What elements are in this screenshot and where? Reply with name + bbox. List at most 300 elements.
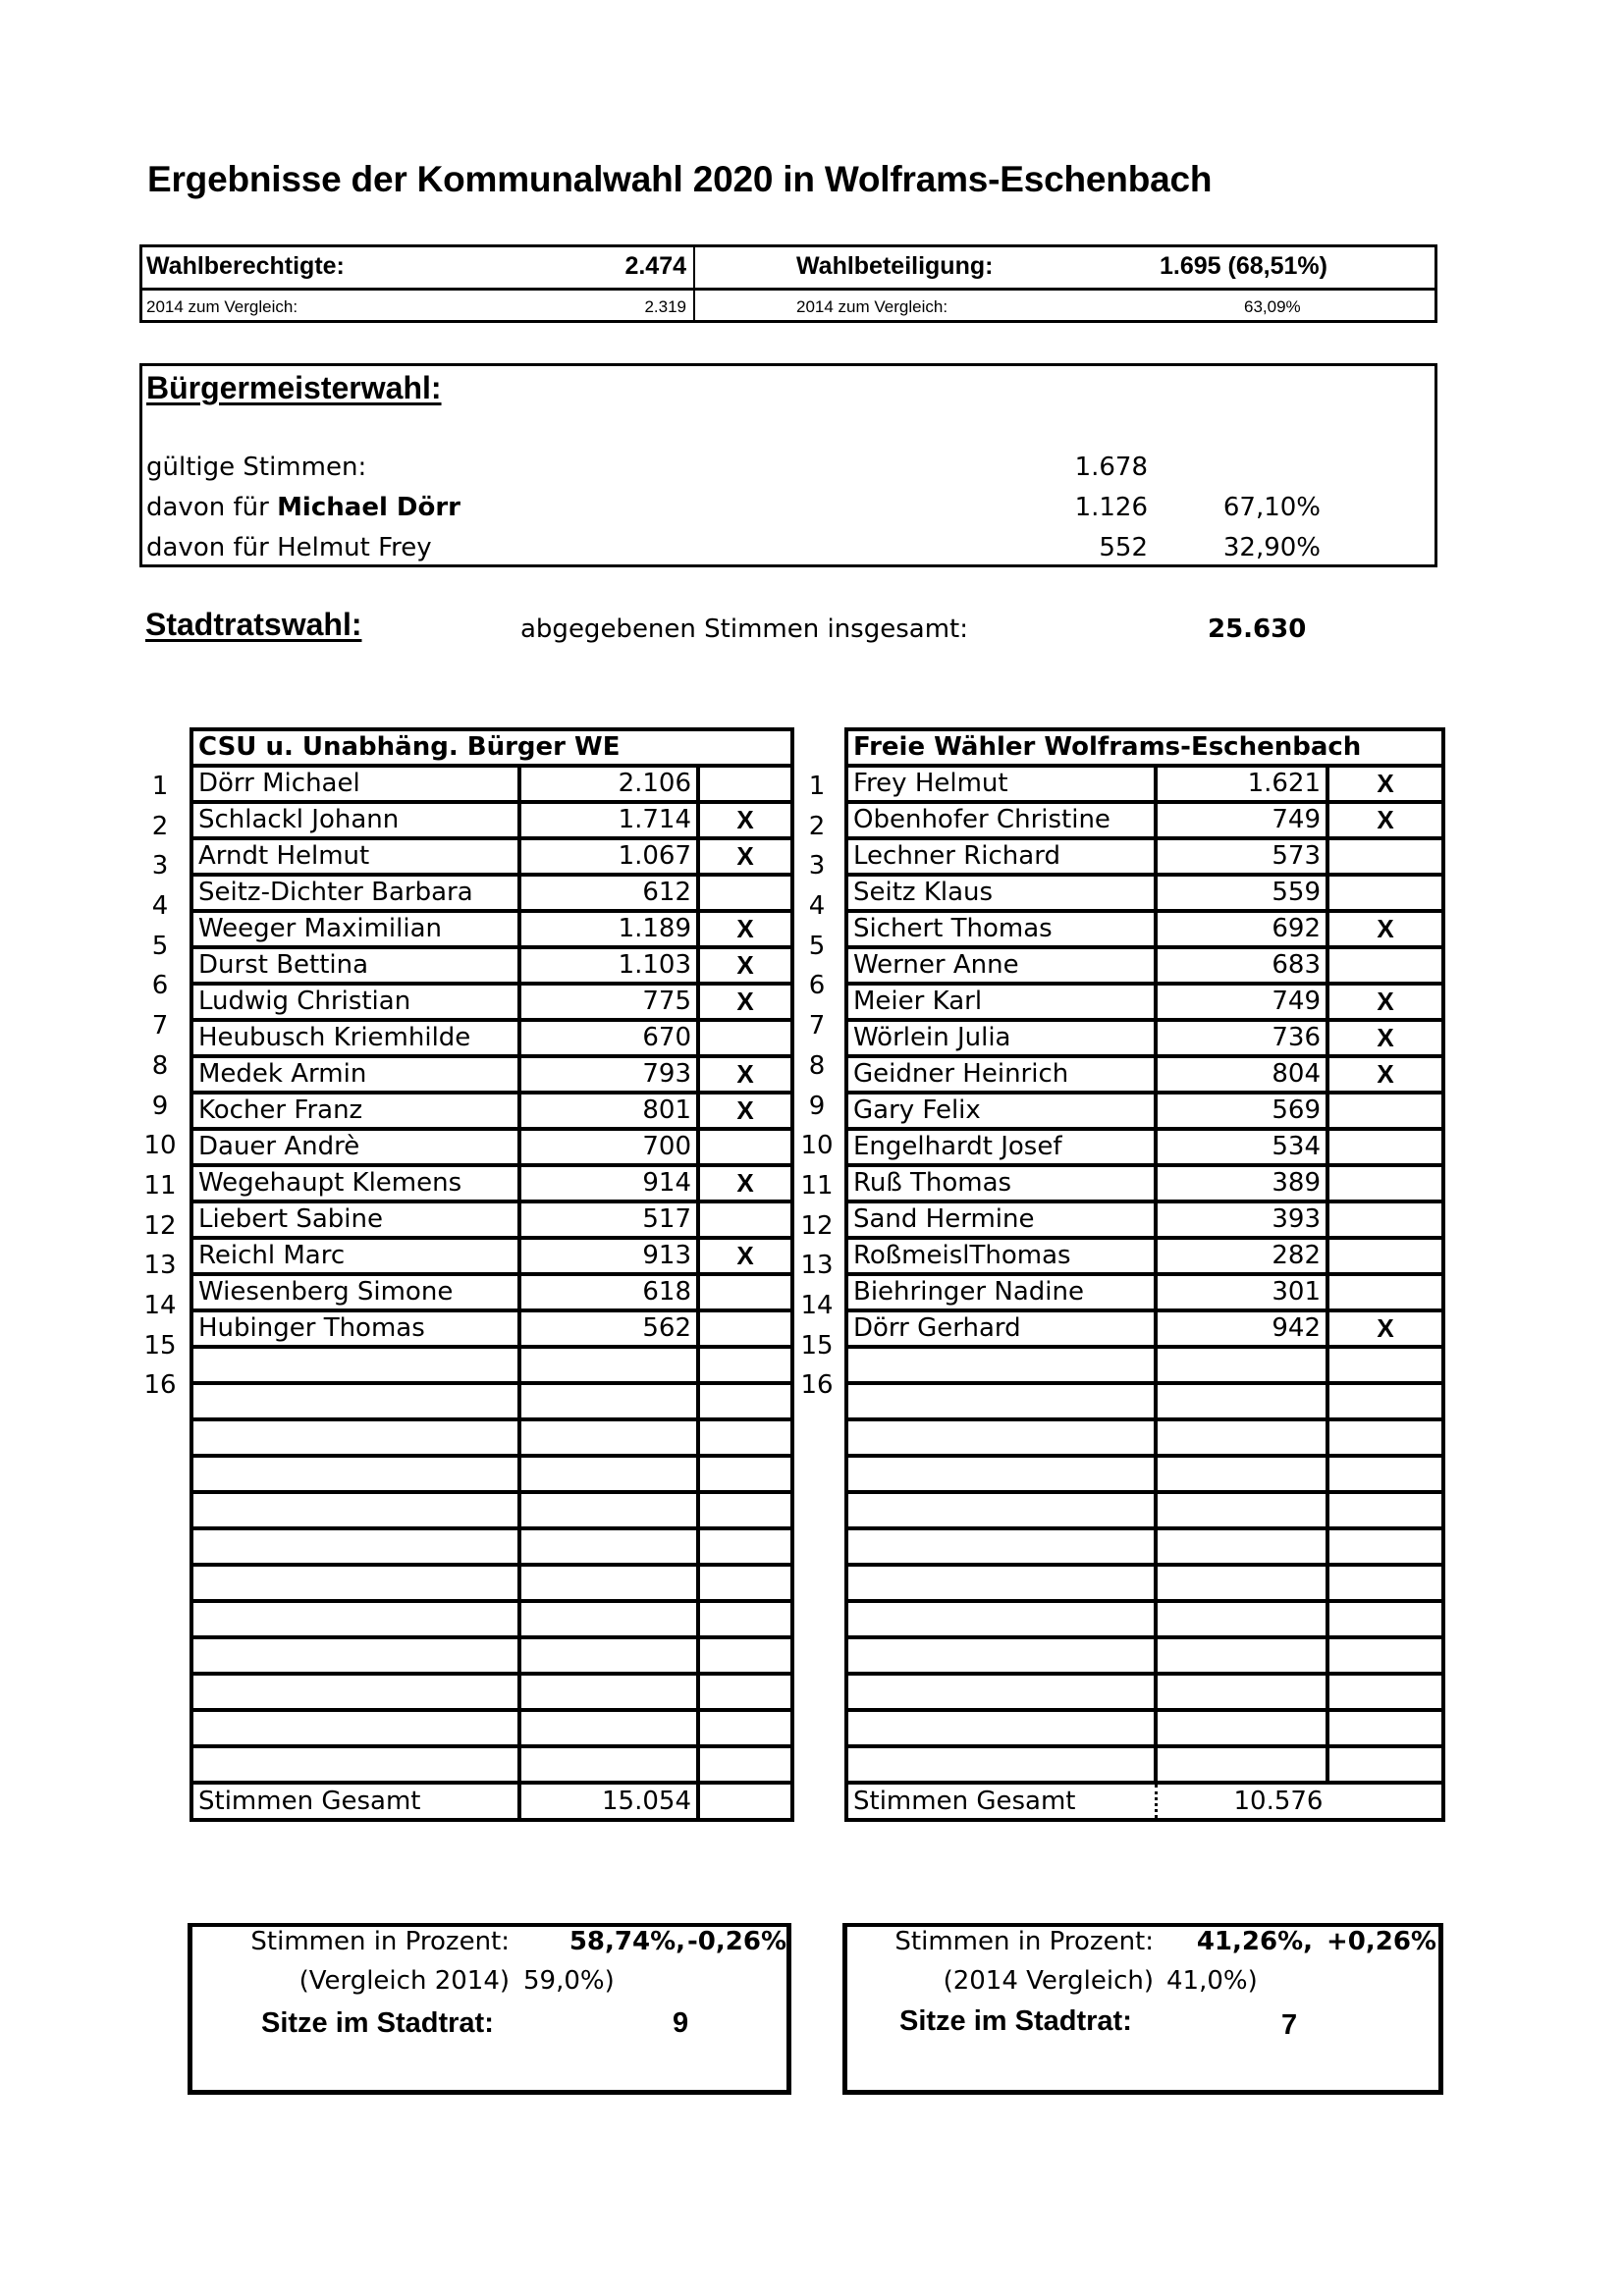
candidate-votes: 749 [1156, 984, 1327, 1020]
party-table-csu [189, 727, 794, 1822]
candidate-votes: 1.067 [519, 838, 698, 875]
party-summary-csu [188, 1923, 791, 2095]
mayor-candidate-row [146, 533, 432, 562]
elected-mark: X [1327, 984, 1443, 1020]
empty-row [191, 1674, 792, 1710]
empty-cell [191, 1637, 519, 1674]
list-position: 9 [808, 1091, 826, 1121]
turnout-label: Wahlbeteiligung: [796, 252, 994, 280]
candidate-name: Reichl Marc [191, 1238, 519, 1274]
empty-row [846, 1347, 1443, 1383]
empty-cell [191, 1528, 519, 1565]
empty-cell [1156, 1419, 1327, 1456]
candidate-votes: 389 [1156, 1165, 1327, 1201]
empty-cell [1156, 1637, 1327, 1674]
empty-cell [191, 1492, 519, 1528]
compare-value: 41,0%) [1166, 1966, 1258, 1996]
list-position: 2 [151, 811, 169, 841]
empty-cell [519, 1383, 698, 1419]
list-position: 13 [800, 1251, 834, 1281]
council-total-value: 25.630 [1208, 614, 1307, 644]
list-position: 12 [800, 1210, 834, 1241]
list-position: 2 [808, 811, 826, 841]
candidate-row [191, 802, 792, 838]
list-position: 10 [800, 1131, 834, 1161]
empty-row [846, 1492, 1443, 1528]
empty-cell [519, 1565, 698, 1601]
candidate-row [846, 1129, 1443, 1165]
elected-mark: X [698, 1056, 792, 1093]
empty-row [846, 1383, 1443, 1419]
empty-row [191, 1347, 792, 1383]
empty-cell [698, 1419, 792, 1456]
candidate-row [191, 1274, 792, 1310]
percent-value: 58,74%, [568, 1927, 685, 1956]
empty-cell [1327, 1710, 1443, 1746]
seats-value: 9 [673, 2007, 689, 2039]
empty-cell [1327, 1674, 1443, 1710]
candidate-name: Geidner Heinrich [846, 1056, 1156, 1093]
empty-cell [519, 1528, 698, 1565]
candidate-name: Weeger Maximilian [191, 911, 519, 947]
candidate-row [191, 1020, 792, 1056]
empty-row [191, 1492, 792, 1528]
candidate-row [191, 875, 792, 911]
list-position: 6 [808, 971, 826, 1001]
empty-cell [698, 1637, 792, 1674]
candidate-name: Werner Anne [846, 947, 1156, 984]
council-heading: Stadtratswahl: [145, 607, 362, 642]
empty-row [846, 1528, 1443, 1565]
list-position: 10 [143, 1131, 177, 1161]
candidate-name: Schlackl Johann [191, 802, 519, 838]
elected-mark: X [1327, 802, 1443, 838]
elected-mark [1327, 1093, 1443, 1129]
candidate-row [191, 1129, 792, 1165]
candidate-votes: 683 [1156, 947, 1327, 984]
candidate-votes: 562 [519, 1310, 698, 1347]
empty-row [191, 1419, 792, 1456]
empty-cell [698, 1783, 792, 1820]
list-position: 12 [143, 1210, 177, 1241]
candidate-name: Liebert Sabine [191, 1201, 519, 1238]
candidate-name: Dauer Andrè [191, 1129, 519, 1165]
empty-cell [1327, 1637, 1443, 1674]
candidate-row [846, 984, 1443, 1020]
party-summary-fw [842, 1923, 1443, 2095]
percent-value: 41,26%, [1196, 1927, 1313, 1956]
candidate-votes: 749 [1156, 802, 1327, 838]
candidate-row [191, 838, 792, 875]
elected-mark: X [1327, 911, 1443, 947]
council-total-label: abgegebenen Stimmen insgesamt: [520, 614, 968, 644]
empty-row [191, 1746, 792, 1783]
elected-mark [1327, 947, 1443, 984]
empty-row [191, 1383, 792, 1419]
empty-cell [698, 1710, 792, 1746]
candidate-name: Medek Armin [191, 1056, 519, 1093]
elected-mark [698, 1201, 792, 1238]
empty-cell [846, 1492, 1156, 1528]
percent-change: -0,26% [687, 1927, 786, 1956]
candidate-table [844, 727, 1445, 1822]
empty-cell [1156, 1710, 1327, 1746]
list-position: 4 [151, 891, 169, 922]
list-position: 14 [800, 1290, 834, 1320]
empty-cell [191, 1565, 519, 1601]
eligible-2014-value: 2.319 [644, 297, 686, 316]
empty-row [846, 1601, 1443, 1637]
candidate-votes: 801 [519, 1093, 698, 1129]
candidate-name: Obenhofer Christine [846, 802, 1156, 838]
candidate-name: Sand Hermine [846, 1201, 1156, 1238]
valid-votes-value: 1.678 [1074, 453, 1148, 482]
candidate-votes: 1.621 [1156, 766, 1327, 802]
empty-cell [519, 1674, 698, 1710]
empty-cell [698, 1565, 792, 1601]
candidate-row [846, 911, 1443, 947]
empty-cell [698, 1601, 792, 1637]
percent-label: Stimmen in Prozent: [894, 1927, 1154, 1956]
empty-cell [1327, 1347, 1443, 1383]
list-position: 15 [143, 1330, 177, 1361]
candidate-name: Dörr Gerhard [846, 1310, 1156, 1347]
candidate-name: Wegehaupt Klemens [191, 1165, 519, 1201]
candidate-row [846, 1201, 1443, 1238]
elected-mark: X [1327, 1056, 1443, 1093]
empty-cell [1327, 1601, 1443, 1637]
candidate-name: Seitz Klaus [846, 875, 1156, 911]
candidate-votes: 1.126 [1074, 493, 1148, 522]
candidate-name: Helmut Frey [277, 533, 432, 562]
candidate-row [191, 1165, 792, 1201]
empty-cell [1327, 1528, 1443, 1565]
empty-cell [698, 1456, 792, 1492]
candidate-votes: 670 [519, 1020, 698, 1056]
elected-mark [1327, 875, 1443, 911]
empty-cell [846, 1601, 1156, 1637]
empty-cell [698, 1347, 792, 1383]
empty-row [846, 1746, 1443, 1783]
empty-cell [846, 1565, 1156, 1601]
empty-cell [1156, 1674, 1327, 1710]
elected-mark: X [698, 1093, 792, 1129]
candidate-votes: 612 [519, 875, 698, 911]
candidate-votes: 393 [1156, 1201, 1327, 1238]
candidate-percent: 67,10% [1222, 493, 1321, 522]
candidate-votes: 1.103 [519, 947, 698, 984]
empty-row [191, 1565, 792, 1601]
elected-mark [1327, 1165, 1443, 1201]
candidate-name: Lechner Richard [846, 838, 1156, 875]
empty-cell [846, 1383, 1156, 1419]
valid-votes-label: gültige Stimmen: [146, 453, 367, 482]
list-position: 14 [143, 1290, 177, 1320]
candidate-name: Gary Felix [846, 1093, 1156, 1129]
elected-mark: X [698, 838, 792, 875]
page-title: Ergebnisse der Kommunalwahl 2020 in Wolframs-Eschenbach [147, 159, 1213, 199]
candidate-row [846, 1310, 1443, 1347]
empty-cell [519, 1710, 698, 1746]
candidate-row [191, 984, 792, 1020]
candidate-row [846, 838, 1443, 875]
empty-row [846, 1637, 1443, 1674]
elected-mark: X [1327, 766, 1443, 802]
candidate-name: Meier Karl [846, 984, 1156, 1020]
empty-row [191, 1601, 792, 1637]
total-value: 10.576 [1156, 1783, 1443, 1820]
compare-label: (2014 Vergleich) [943, 1966, 1154, 1996]
empty-cell [698, 1383, 792, 1419]
mayor-election-box [139, 363, 1437, 567]
empty-row [846, 1456, 1443, 1492]
empty-cell [519, 1637, 698, 1674]
eligible-2014-label: 2014 zum Vergleich: [146, 297, 298, 316]
candidate-votes: 1.714 [519, 802, 698, 838]
list-position: 16 [800, 1370, 834, 1401]
empty-cell [846, 1674, 1156, 1710]
list-position: 11 [143, 1170, 177, 1201]
empty-cell [1327, 1492, 1443, 1528]
candidate-row [191, 1310, 792, 1347]
candidate-name: RoßmeislThomas [846, 1238, 1156, 1274]
empty-cell [519, 1419, 698, 1456]
candidate-row [846, 1093, 1443, 1129]
candidate-votes: 942 [1156, 1310, 1327, 1347]
elected-mark: X [698, 947, 792, 984]
row-numbers [797, 767, 837, 1406]
seats-label: Sitze im Stadtrat: [261, 2007, 494, 2039]
candidate-row [846, 1020, 1443, 1056]
total-label: Stimmen Gesamt [191, 1783, 519, 1820]
empty-cell [191, 1383, 519, 1419]
candidate-name: Ludwig Christian [191, 984, 519, 1020]
party-header-row [191, 729, 792, 766]
candidate-votes: 517 [519, 1201, 698, 1238]
seats-value: 7 [1281, 2009, 1298, 2041]
empty-cell [846, 1347, 1156, 1383]
empty-cell [1327, 1456, 1443, 1492]
empty-cell [1327, 1746, 1443, 1783]
candidate-votes: 282 [1156, 1238, 1327, 1274]
candidate-row [846, 1274, 1443, 1310]
empty-cell [1156, 1347, 1327, 1383]
candidate-row [191, 1093, 792, 1129]
empty-row [846, 1674, 1443, 1710]
empty-row [191, 1456, 792, 1492]
elected-mark: X [698, 984, 792, 1020]
elected-mark [698, 1020, 792, 1056]
candidate-name: Biehringer Nadine [846, 1274, 1156, 1310]
empty-cell [1327, 1383, 1443, 1419]
empty-row [846, 1419, 1443, 1456]
elected-mark [698, 766, 792, 802]
empty-cell [1327, 1419, 1443, 1456]
candidate-row [191, 947, 792, 984]
empty-cell [846, 1419, 1156, 1456]
list-position: 15 [800, 1330, 834, 1361]
empty-cell [846, 1456, 1156, 1492]
list-position: 7 [808, 1011, 826, 1041]
candidate-votes: 914 [519, 1165, 698, 1201]
empty-cell [519, 1601, 698, 1637]
list-position: 5 [151, 931, 169, 961]
list-position: 16 [143, 1370, 177, 1401]
candidate-row [846, 1056, 1443, 1093]
candidate-row [846, 802, 1443, 838]
list-position: 9 [151, 1091, 169, 1121]
list-position: 4 [808, 891, 826, 922]
candidate-name: Hubinger Thomas [191, 1310, 519, 1347]
candidate-name: Ruß Thomas [846, 1165, 1156, 1201]
empty-cell [191, 1710, 519, 1746]
eligible-value: 2.474 [624, 252, 686, 280]
elected-mark: X [698, 911, 792, 947]
candidate-votes: 804 [1156, 1056, 1327, 1093]
list-position: 5 [808, 931, 826, 961]
list-position: 6 [151, 971, 169, 1001]
total-row [846, 1783, 1443, 1820]
empty-cell [519, 1456, 698, 1492]
candidate-votes: 1.189 [519, 911, 698, 947]
empty-cell [519, 1746, 698, 1783]
empty-cell [519, 1347, 698, 1383]
empty-cell [191, 1456, 519, 1492]
candidate-votes: 618 [519, 1274, 698, 1310]
candidate-votes: 793 [519, 1056, 698, 1093]
empty-cell [191, 1347, 519, 1383]
candidate-row [846, 1165, 1443, 1201]
empty-row [191, 1710, 792, 1746]
elected-mark: X [698, 1165, 792, 1201]
candidate-votes: 2.106 [519, 766, 698, 802]
party-table-fw [844, 727, 1445, 1822]
candidate-row [846, 875, 1443, 911]
elected-mark: X [1327, 1020, 1443, 1056]
candidate-votes: 534 [1156, 1129, 1327, 1165]
empty-cell [846, 1528, 1156, 1565]
candidate-votes: 559 [1156, 875, 1327, 911]
turnout-2014-value: 63,09% [1244, 297, 1301, 316]
candidate-percent: 32,90% [1222, 533, 1321, 562]
eligible-label: Wahlberechtigte: [146, 252, 345, 280]
elected-mark [698, 875, 792, 911]
empty-row [846, 1710, 1443, 1746]
party-name: CSU u. Unabhäng. Bürger WE [191, 729, 792, 766]
candidate-name: Engelhardt Josef [846, 1129, 1156, 1165]
empty-cell [698, 1674, 792, 1710]
candidate-name: Wiesenberg Simone [191, 1274, 519, 1310]
candidate-row [846, 947, 1443, 984]
voter-stats-box [139, 244, 1437, 323]
empty-cell [846, 1746, 1156, 1783]
list-position: 1 [151, 772, 169, 801]
list-position: 11 [800, 1170, 834, 1201]
candidate-name: Sichert Thomas [846, 911, 1156, 947]
candidate-votes: 552 [1099, 533, 1148, 562]
empty-cell [1156, 1746, 1327, 1783]
list-position: 3 [808, 851, 826, 881]
elected-mark [1327, 1274, 1443, 1310]
candidate-row [191, 1056, 792, 1093]
list-position: 3 [151, 851, 169, 881]
candidate-votes: 301 [1156, 1274, 1327, 1310]
empty-cell [191, 1674, 519, 1710]
turnout-value: 1.695 (68,51%) [1160, 252, 1327, 280]
empty-cell [191, 1746, 519, 1783]
candidate-row [191, 1201, 792, 1238]
candidate-name: Michael Dörr [277, 493, 461, 522]
list-position: 1 [808, 772, 826, 801]
empty-cell [191, 1419, 519, 1456]
elected-mark [1327, 1201, 1443, 1238]
candidate-name: Frey Helmut [846, 766, 1156, 802]
party-name: Freie Wähler Wolframs-Eschenbach [846, 729, 1443, 766]
total-label: Stimmen Gesamt [846, 1783, 1156, 1820]
candidate-name: Arndt Helmut [191, 838, 519, 875]
empty-cell [698, 1746, 792, 1783]
candidate-votes: 736 [1156, 1020, 1327, 1056]
candidate-row [191, 1238, 792, 1274]
candidate-row [846, 766, 1443, 802]
elected-mark [698, 1129, 792, 1165]
candidate-name: Heubusch Kriemhilde [191, 1020, 519, 1056]
elected-mark [1327, 838, 1443, 875]
empty-cell [1156, 1528, 1327, 1565]
total-value: 15.054 [519, 1783, 698, 1820]
empty-row [846, 1565, 1443, 1601]
candidate-votes: 692 [1156, 911, 1327, 947]
list-position: 8 [151, 1050, 169, 1081]
empty-cell [698, 1492, 792, 1528]
empty-cell [1156, 1492, 1327, 1528]
elected-mark: X [698, 802, 792, 838]
elected-mark: X [1327, 1310, 1443, 1347]
party-header-row [846, 729, 1443, 766]
empty-cell [846, 1710, 1156, 1746]
empty-cell [1156, 1456, 1327, 1492]
empty-row [191, 1528, 792, 1565]
elected-mark [698, 1274, 792, 1310]
candidate-row [191, 766, 792, 802]
percent-change: +0,26% [1326, 1927, 1436, 1956]
empty-cell [191, 1601, 519, 1637]
empty-cell [1156, 1601, 1327, 1637]
candidate-name: Durst Bettina [191, 947, 519, 984]
mayor-heading: Bürgermeisterwahl: [146, 370, 442, 405]
list-position: 7 [151, 1011, 169, 1041]
mayor-candidate-row [146, 493, 460, 522]
empty-cell [1156, 1565, 1327, 1601]
list-position: 13 [143, 1251, 177, 1281]
candidate-name: Wörlein Julia [846, 1020, 1156, 1056]
empty-cell [698, 1528, 792, 1565]
empty-cell [1327, 1565, 1443, 1601]
empty-row [191, 1637, 792, 1674]
seats-label: Sitze im Stadtrat: [899, 2005, 1132, 2037]
candidate-name: Seitz-Dichter Barbara [191, 875, 519, 911]
candidate-row [191, 911, 792, 947]
candidate-votes: 775 [519, 984, 698, 1020]
candidate-votes: 569 [1156, 1093, 1327, 1129]
compare-label: (Vergleich 2014) [298, 1966, 510, 1996]
candidate-name: Kocher Franz [191, 1093, 519, 1129]
elected-mark [1327, 1238, 1443, 1274]
elected-mark [698, 1310, 792, 1347]
candidate-table [189, 727, 794, 1822]
divider [142, 288, 1435, 291]
candidate-prefix: davon für [146, 533, 278, 562]
